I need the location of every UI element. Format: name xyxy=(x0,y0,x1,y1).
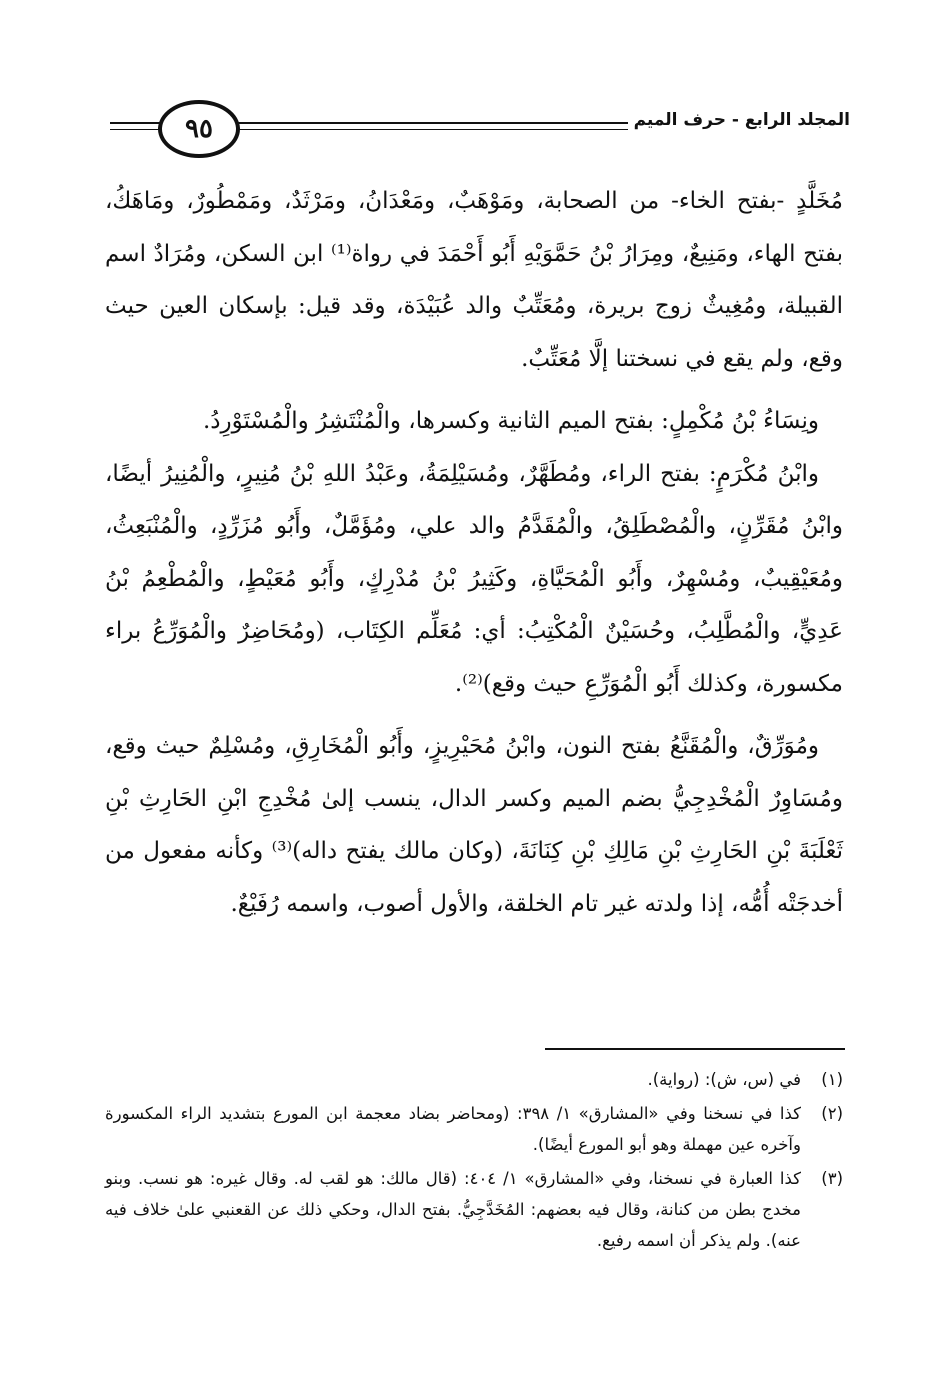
footnote-text: كذا العبارة في نسخنا، وفي «المشارق» ١/ ٤٠٤: (قال مالك: هو لقب له. وقال غيره: هو نسب. وبنو مخدج بطن من كنانة، وقال فيه بعضهم: المُخَدَّجِيُّ. بفتح الدال، وحكي ذلك عن القعنبي علىٰ خلاف فيه عنه). ولم يذكر أن اسمه رفيع. xyxy=(105,1169,801,1250)
page-header xyxy=(110,96,850,166)
page-number: ٩٥ xyxy=(158,100,240,158)
paragraph-4: ومُوَرِّقٌ، والْمُقَنَّعُ بفتح النون، وابْنُ مُحَيْرِيزٍ، وأَبُو الْمُخَارِقِ، ومُسْلِمٌ حيث وقع، ومُسَاوِرٌ الْمُخْدِجِيُّ بضم الميم وكسر الدال، ينسب إلىٰ مُخْدِجِ ابْنِ الحَارِثِ بْنِ ثَعْلَبَةَ بْنِ الحَارِثِ بْنِ مَالِكِ بْنِ كِنَانَةَ، (وكان مالك يفتح داله)⁽³⁾ وكأنه مفعول من أخدجَتْه أُمُّه، إذا ولدته غير تام الخلقة، والأول أصوب، واسمه رُفَيْعٌ. xyxy=(105,733,843,917)
paragraph-3: وابْنُ مُكْرَمٍ: بفتح الراء، ومُطَهَّرٌ، ومُسَيْلِمَةُ، وعَبْدُ اللهِ بْنُ مُنِيرٍ، والْمُنِيرُ أيضًا، وابْنُ مُقَرِّنٍ، والْمُصْطَلِقُ، والْمُقَدَّمُ والد علي، ومُؤَمَّلٌ، وأَبُو مُزَرِّدٍ، والْمُنْبَعِثُ، ومُعَيْقِيبٌ، ومُسْهِرٌ، وأَبُو الْمُحَيَّاةِ، وكَثِيرُ بْنُ مُدْرِكٍ، وأَبُو مُعَيْطٍ، والْمُطْعِمُ بْنُ عَدِيٍّ، والْمُطَّلِبُ، وحُسَيْنٌ الْمُكْتِبُ: أي: مُعَلِّم الكِتَاب، (ومُحَاضِرٌ والْمُوَرِّعُ براء مكسورة، وكذلك أَبُو الْمُوَرِّعِ حيث وقع)⁽²⁾. xyxy=(105,460,843,697)
footnote-number: (١) xyxy=(821,1070,843,1089)
footnote-number: (٣) xyxy=(821,1169,843,1188)
footnote-text: في (س، ش): (رواية). xyxy=(647,1070,801,1089)
running-title: المجلد الرابع - حرف الميم xyxy=(628,110,850,130)
footnote-number: (٢) xyxy=(821,1104,843,1123)
footnote-2 xyxy=(105,1098,843,1160)
footnote-1 xyxy=(105,1064,843,1095)
footnotes xyxy=(105,1064,843,1259)
paragraph-2: ونِسَاءُ بْنُ مُكْمِلٍ: بفتح الميم الثانية وكسرها، والْمُنْتَشِرُ والْمُسْتَوْرِدُ. xyxy=(202,408,819,434)
footnote-text: كذا في نسخنا وفي «المشارق» ١/ ٣٩٨: (ومحاضر بضاد معجمة ابن المورع بتشديد الراء المكسورة وآخره عين مهملة وهو أبو المورع أيضًا). xyxy=(105,1104,801,1154)
footnote-separator xyxy=(545,1048,845,1050)
main-text xyxy=(105,175,843,930)
paragraph-1: مُخَلَّدٍ -بفتح الخاء- من الصحابة، ومَوْهَبٌ، ومَعْدَانُ، ومَرْثَدٌ، ومَمْطُورٌ، ومَاهَكُ، بفتح الهاء، ومَنِيعٌ، ومِرَارُ بْنُ حَمَّوَيْهِ أَبُو أَحْمَدَ في رواة⁽¹⁾ ابن السكن، ومُرَادٌ اسم القبيلة، ومُغِيثٌ زوج بريرة، ومُعَتِّبٌ والد عُبَيْدَة، وقد قيل: بإسكان العين حيث وقع، ولم يقع في نسختنا إلَّا مُعَتِّبٌ. xyxy=(105,188,843,372)
footnote-3 xyxy=(105,1163,843,1256)
